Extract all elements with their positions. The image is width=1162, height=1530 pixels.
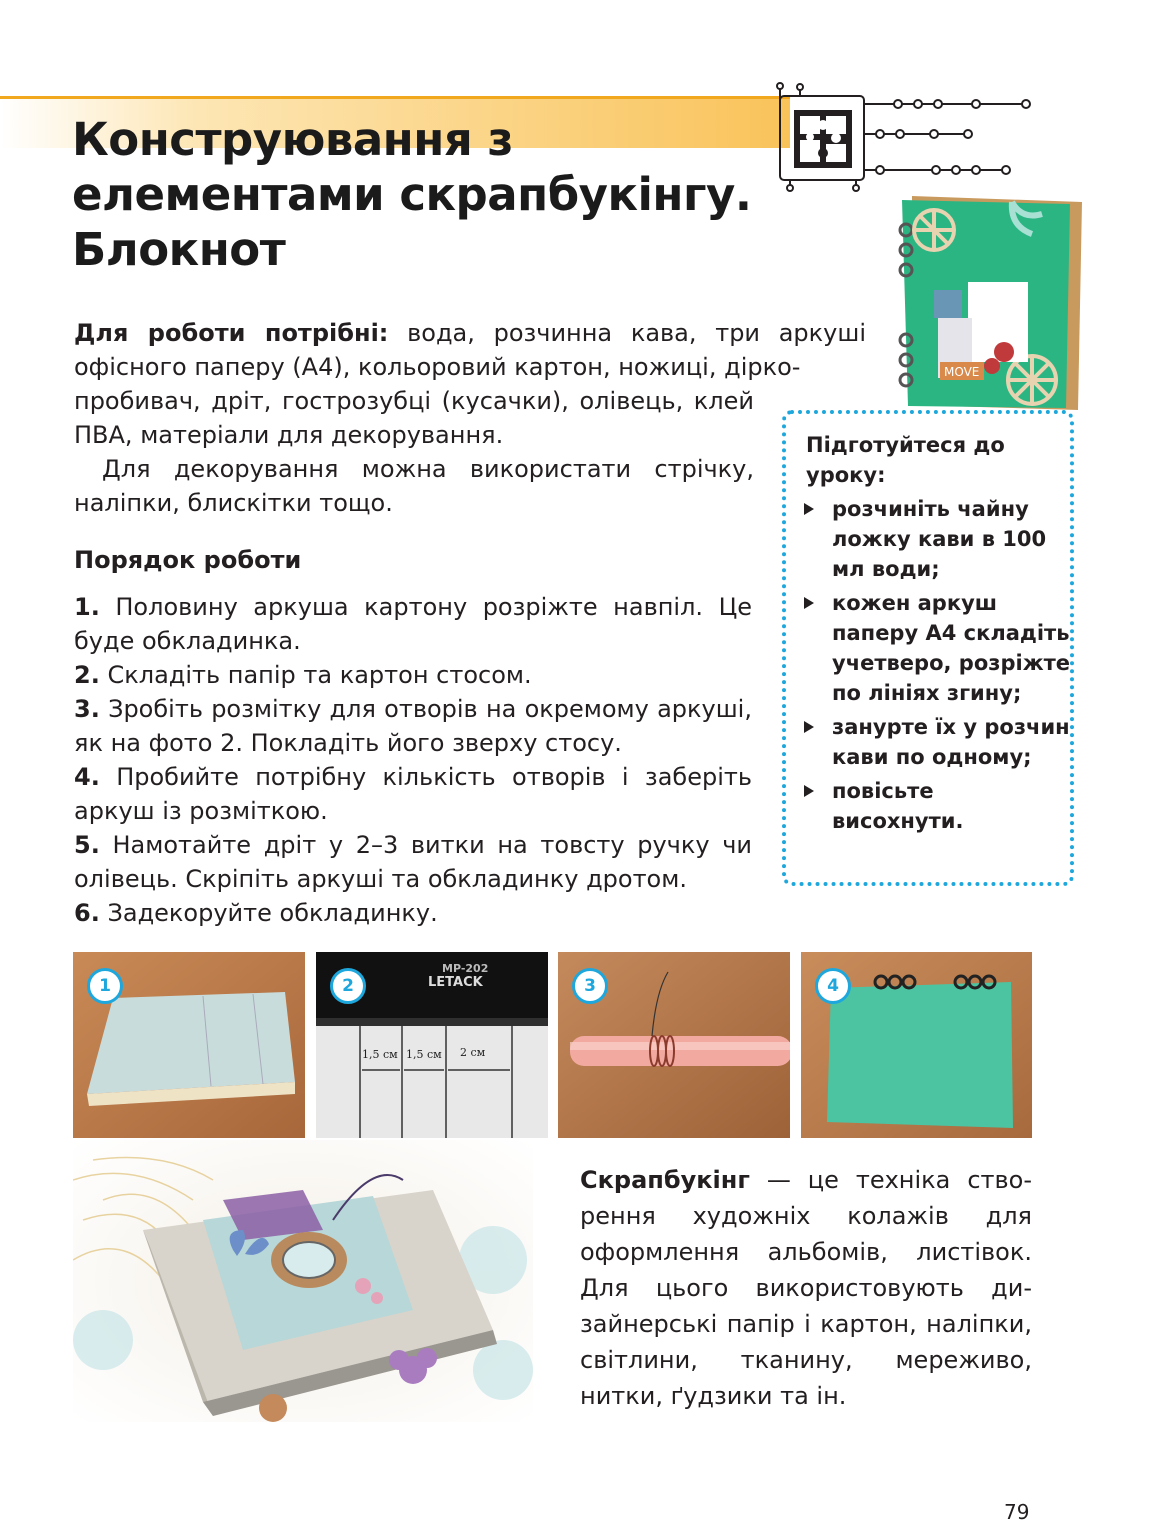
materials-text-1: вода, розчинна кава, три аркуші офісного паперу (А4), кольоровий картон, ножиці, дірко-: [74, 319, 866, 381]
photo-3: [558, 952, 790, 1138]
bullet-triangle-icon: [804, 503, 814, 515]
prep-item: занурте їх у розчин кави по одному;: [800, 712, 1070, 772]
page-number: 79: [1004, 1500, 1030, 1524]
decor-paragraph: Для декорування можна використати стрічку, наліпки, блискітки тощо.: [74, 455, 754, 517]
step-1: 1. Половину аркуша картону розріжте навпіл. Це буде обкладинка.: [74, 593, 752, 655]
photo-4: [801, 952, 1032, 1138]
materials-paragraph: [74, 316, 866, 384]
step-2: 2. Складіть папір та картон стосом.: [74, 661, 532, 689]
scrapbook-album-photo: [73, 1140, 533, 1422]
page-title: Конструювання з елементами скрапбукінгу. Блокнот: [72, 113, 752, 276]
bullet-triangle-icon: [804, 785, 814, 797]
prep-item: кожен аркуш паперу А4 складіть учетверо, розріжте по лініях згину;: [800, 588, 1070, 708]
prep-item: повісьте висохнути.: [800, 776, 1070, 836]
step-3: 3. Зробіть розмітку для отворів на окремому аркуші, як на фото 2. Покладіть його зверху стосу.: [74, 695, 752, 757]
step-5: 5. Намотайте дріт у 2–3 витки на товсту ручку чи олівець. Скріпіть аркуші та обкладинку дротом.: [74, 831, 752, 893]
notebook-sticker-text: MOVE: [944, 365, 980, 379]
bullet-triangle-icon: [804, 597, 814, 609]
scrapbooking-term: Скрапбукінг: [580, 1166, 750, 1194]
notebook-photo: [892, 190, 1092, 415]
steps-list: [74, 590, 752, 930]
punch-brand-text: LETACK: [428, 975, 483, 990]
photo-1: [73, 952, 305, 1138]
measure-label-2: 1,5 см: [406, 1048, 442, 1061]
photo-badge-3: 3: [572, 968, 608, 1004]
photo-badge-1: 1: [87, 968, 123, 1004]
materials-paragraph-cont: [74, 384, 754, 452]
materials-label: Для роботи потрібні:: [74, 319, 389, 347]
order-heading: Порядок роботи: [74, 546, 302, 574]
photo-badge-2: 2: [330, 968, 366, 1004]
puzzle-circuit-icon: [776, 82, 1034, 192]
header-band-line: [0, 96, 790, 99]
prep-list: [800, 494, 1070, 840]
bullet-triangle-icon: [804, 721, 814, 733]
step-6: 6. Задекоруйте обкладинку.: [74, 899, 438, 927]
prep-title: Підготуйтеся до уроку:: [806, 433, 1005, 487]
step-4: 4. Пробийте потрібну кількість отворів і заберіть аркуш із розміткою.: [74, 763, 752, 825]
photo-2: [316, 952, 548, 1138]
photo-badge-4: 4: [815, 968, 851, 1004]
prep-item: розчиніть чайну ложку кави в 100 мл води;: [800, 494, 1070, 584]
measure-label-3: 2 см: [460, 1046, 486, 1059]
punch-model-text: MP-202: [442, 962, 489, 975]
scrapbooking-text: — це техніка створення художніх колажів для оформлення альбомів, листівок. Для цього використовують дизайнерські папір і картон, наліпки, світлини, тканину, мереживо, нитки, ґудзики та ін.: [580, 1166, 1032, 1410]
scrapbooking-definition: [580, 1162, 1032, 1414]
measure-label-1: 1,5 см: [362, 1048, 398, 1061]
materials-text-2: пробивач, дріт, гострозубці (кусачки), олівець, клей ПВА, матеріали для декорування.: [74, 387, 754, 449]
prep-box: [782, 410, 1074, 886]
